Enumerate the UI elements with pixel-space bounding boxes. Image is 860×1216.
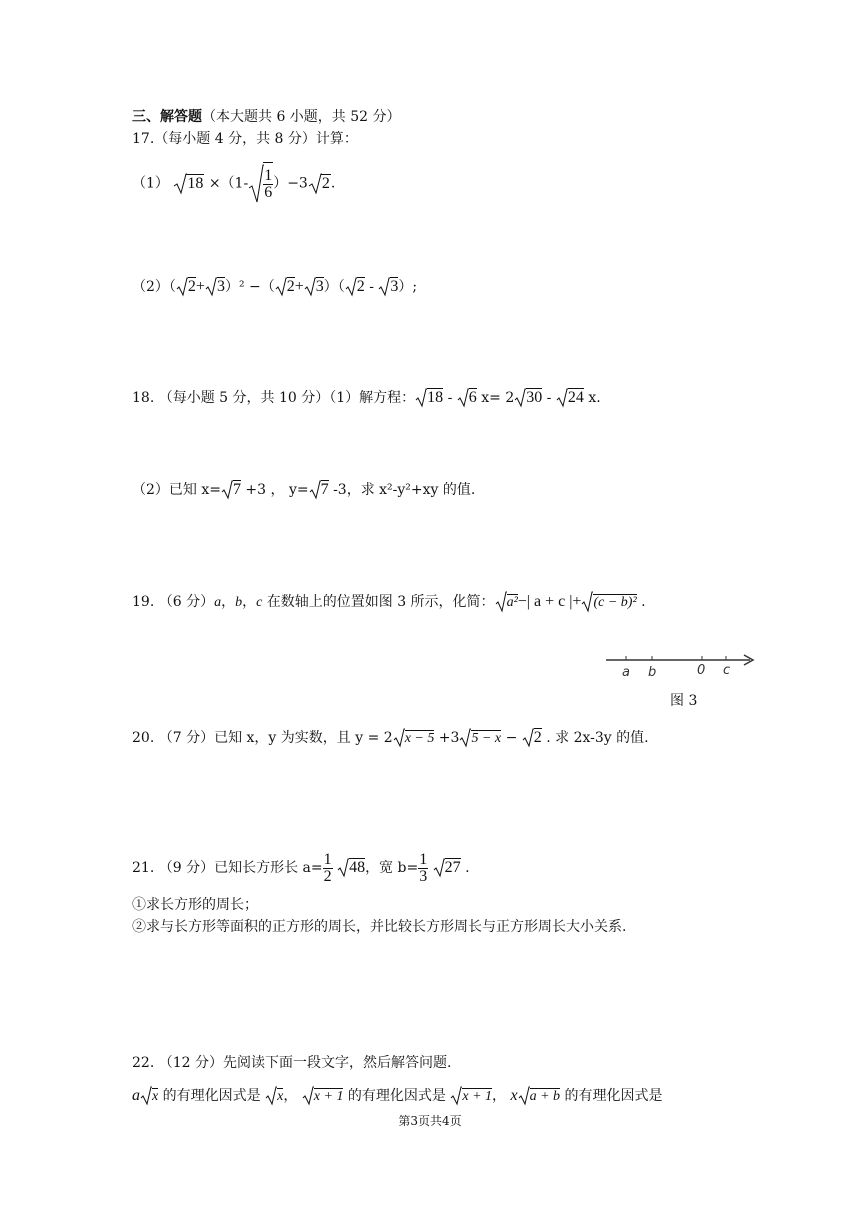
axis-label-a: a: [622, 665, 630, 680]
radicand: x + 1: [462, 1089, 493, 1104]
axis-label-c: c: [723, 663, 731, 678]
sqrt-icon: [337, 858, 349, 878]
q17-part1: [132, 162, 335, 205]
q20: [132, 726, 649, 751]
radicand: (c − b)²: [593, 595, 637, 610]
sqrt-icon: [522, 728, 534, 748]
radicand: 6: [468, 389, 477, 406]
radicand: 5 − x: [471, 731, 502, 746]
radicand: 7: [232, 481, 241, 498]
text: ，: [283, 1088, 302, 1104]
q21-sub1: ①求长方形的周长；: [132, 897, 258, 913]
sqrt-icon: [140, 1086, 152, 1106]
q19: [132, 589, 646, 616]
radicand: 24: [567, 389, 584, 406]
plus: +: [294, 278, 304, 295]
sqrt-icon: [393, 728, 405, 748]
q22-line: [132, 1084, 663, 1109]
fraction: [263, 168, 273, 201]
q18-part1: [132, 386, 601, 410]
radicand: 18: [187, 174, 204, 192]
text: .: [460, 860, 470, 876]
radicand: 3: [390, 278, 399, 295]
figure-caption: 图 3: [670, 693, 698, 709]
sqrt-icon: [205, 277, 217, 297]
text: 20. （7 分）已知 x，y 为实数，且 y = 2: [132, 730, 393, 746]
var-b: b: [235, 595, 243, 610]
radicand: x: [152, 1089, 159, 1104]
label: （1）: [132, 175, 169, 192]
sqrt-icon: [514, 388, 526, 408]
numerator: 1: [419, 850, 428, 868]
end: ）;: [398, 279, 418, 295]
text: 的有理化因式是: [560, 1088, 663, 1104]
end: .: [636, 594, 646, 610]
text: 21. （9 分）已知长方形长 a=: [132, 860, 323, 876]
sqrt-2: [308, 173, 322, 195]
sqrt-icon: [433, 858, 445, 878]
axis-label-b: b: [648, 665, 657, 680]
section-note: （本大题共 6 小题，共 52 分）: [202, 109, 401, 125]
text: +3 ， y=: [240, 482, 309, 498]
sep: ，: [242, 594, 257, 610]
text: -: [443, 390, 457, 406]
stem: 18. （每小题 5 分，共 10 分）（1）解方程：: [132, 390, 416, 406]
sqrt-icon: [309, 480, 321, 500]
minus-text: ）−3: [273, 175, 308, 192]
text: -: [542, 390, 556, 406]
sqrt-icon: [556, 388, 568, 408]
sqrt-icon: [581, 591, 593, 613]
end: .: [330, 175, 336, 192]
axis-label-0: 0: [697, 663, 706, 678]
sqrt-icon: [459, 728, 471, 748]
var-x: x: [510, 1087, 518, 1104]
section-header: [132, 108, 401, 126]
q17-stem: 17.（每小题 4 分，共 8 分）计算：: [132, 131, 358, 147]
text: x= 2: [476, 390, 515, 406]
text: ，宽 b=: [365, 860, 419, 876]
text: 的有理化因式是: [343, 1088, 451, 1104]
sqrt-icon: [415, 388, 427, 408]
sqrt-icon: [495, 591, 507, 613]
text: −: [501, 730, 522, 746]
mid: ）（: [323, 279, 345, 295]
denominator: 6: [264, 183, 273, 201]
sqrt-icon: [457, 388, 469, 408]
stem: 19. （6 分）: [132, 594, 215, 610]
radicand: 48: [349, 859, 366, 876]
label: （2）（: [132, 279, 176, 295]
text: . 求 2x-3y 的值.: [541, 730, 649, 746]
text: -3，求 x²-y²+xy 的值.: [328, 482, 476, 498]
fraction: [323, 852, 333, 885]
radicand: 3: [315, 278, 324, 295]
q17-part2: [132, 275, 417, 299]
q22-stem: 22. （12 分）先阅读下面一段文字，然后解答问题.: [132, 1055, 452, 1071]
radicand: a²: [506, 595, 518, 610]
mid: −| a + c |+: [517, 593, 582, 610]
radicand: x: [277, 1089, 284, 1104]
text: x.: [583, 390, 601, 406]
text: 的有理化因式是: [158, 1088, 266, 1104]
var-a: a: [132, 1087, 140, 1104]
sqrt-icon: [378, 277, 390, 297]
sqrt-icon: [304, 277, 316, 297]
page-footer: 第3页共4页: [398, 1114, 462, 1128]
sqrt-icon: [302, 1086, 314, 1106]
numerator: 1: [323, 850, 332, 868]
var-a: a: [214, 595, 222, 610]
var-c: c: [256, 595, 263, 610]
minus: -: [364, 279, 379, 295]
section-title: 三、解答题: [132, 109, 202, 125]
number-line-figure: [600, 648, 760, 684]
text: 在数轴上的位置如图 3 所示，化简：: [262, 594, 495, 610]
sqrt-icon: [345, 277, 357, 297]
sqrt-icon: [221, 480, 233, 500]
q18-part2: [132, 478, 475, 502]
denominator: 3: [419, 867, 428, 885]
radicand: 2: [187, 278, 196, 295]
sqrt-icon: [450, 1086, 462, 1106]
mid: ）² −（: [224, 279, 275, 295]
radicand: 2: [533, 729, 542, 746]
radicand: x + 1: [313, 1089, 344, 1104]
text: +3: [434, 730, 460, 746]
radicand: 2: [356, 278, 365, 295]
text: （2）已知 x=: [132, 482, 221, 498]
radicand: 30: [526, 389, 543, 406]
radicand: 7: [320, 481, 329, 498]
radicand: a + b: [529, 1089, 561, 1104]
radicand: 27: [444, 859, 461, 876]
sqrt-frac: [248, 164, 264, 204]
sqrt-icon: [275, 277, 287, 297]
radicand: 18: [427, 389, 444, 406]
radicand: 3: [216, 278, 225, 295]
sqrt-icon: [518, 1086, 530, 1106]
sqrt-icon: [176, 277, 188, 297]
radicand: 2: [321, 174, 330, 192]
sqrt-icon: [265, 1086, 277, 1106]
denominator: 2: [323, 867, 332, 885]
q21-sub2: ②求与长方形等面积的正方形的周长，并比较长方形周长与正方形周长大小关系.: [132, 919, 627, 935]
times-text: ×（1-: [208, 175, 249, 192]
fraction: [418, 852, 428, 885]
radicand: 2: [286, 278, 295, 295]
radicand: x − 5: [404, 731, 435, 746]
plus: +: [195, 278, 205, 295]
numerator: 1: [264, 166, 273, 184]
sep: ，: [221, 594, 236, 610]
text: ，: [492, 1088, 511, 1104]
q21: [132, 848, 470, 888]
